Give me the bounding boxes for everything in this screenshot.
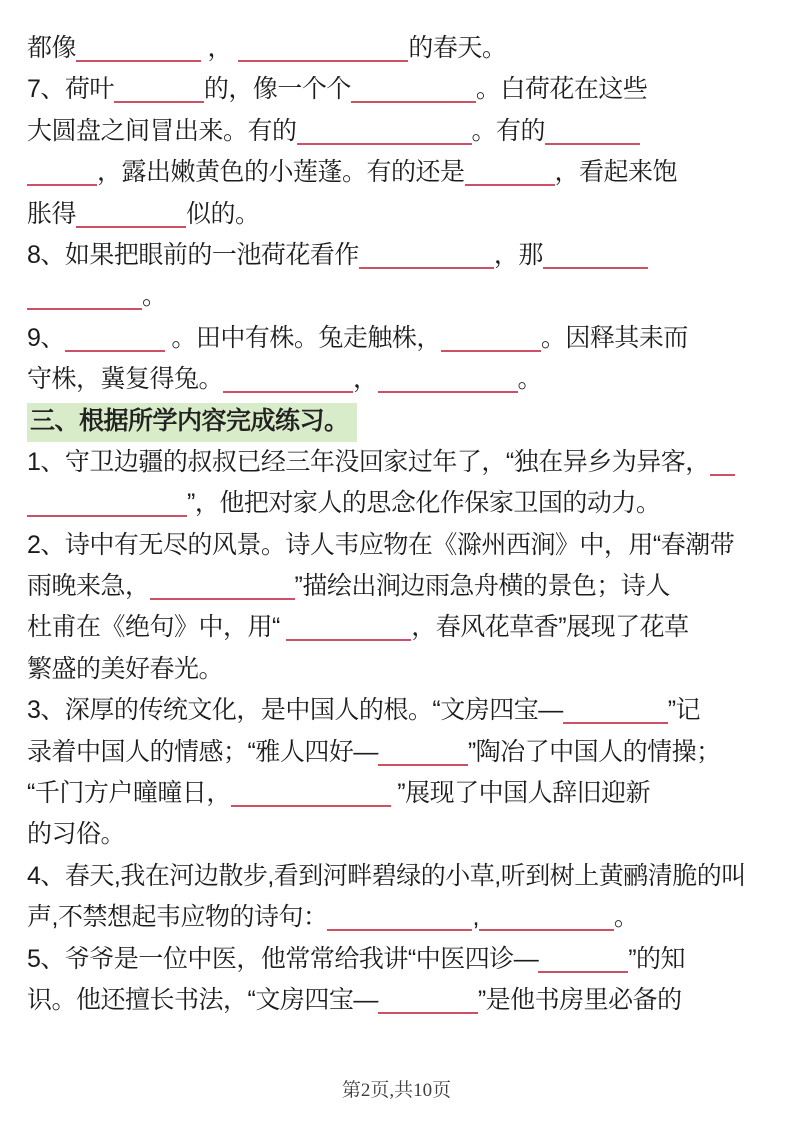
blank-underline xyxy=(441,325,541,352)
document-body xyxy=(27,28,773,1021)
text-run: ”记 xyxy=(667,696,701,725)
line-9a xyxy=(27,318,773,359)
section-header xyxy=(27,401,773,442)
text-run: 录着中国人的情感；“雅人四好— xyxy=(27,737,378,766)
blank-underline xyxy=(27,159,97,186)
text-run: ”，他把对家人的思念化作保家卫国的动力。 xyxy=(187,489,661,518)
line-3c xyxy=(27,773,773,814)
line-1b xyxy=(27,483,773,524)
line-4b xyxy=(27,897,773,938)
blank-underline xyxy=(378,739,468,766)
text-run: 3、深厚的传统文化，是中国人的根。“文房四宝— xyxy=(27,696,563,725)
blank-underline xyxy=(710,449,735,476)
blank-underline xyxy=(231,780,391,807)
blank-underline xyxy=(286,614,411,641)
text-run: 的习俗。 xyxy=(27,820,126,849)
text-run: 8、如果把眼前的一池荷花看作 xyxy=(27,240,359,269)
blank-underline xyxy=(76,35,201,62)
blank-underline xyxy=(297,118,472,145)
blank-underline xyxy=(359,242,494,269)
line-2c xyxy=(27,607,773,648)
blank-underline xyxy=(479,904,614,931)
text-run: ”陶冶了中国人的情操； xyxy=(467,737,721,766)
text-run: ， xyxy=(353,365,378,394)
line-7a xyxy=(27,69,773,110)
text-run: 7、荷叶 xyxy=(27,75,114,104)
blank-underline xyxy=(378,366,518,393)
text-run: ，春风花草香”展现了花草 xyxy=(411,613,689,642)
blank-underline xyxy=(351,76,476,103)
blank-underline xyxy=(114,76,204,103)
line-7d xyxy=(27,194,773,235)
text-run: , xyxy=(472,903,479,932)
text-run: 胀得 xyxy=(27,199,77,228)
text-run: 繁盛的美好春光。 xyxy=(27,654,224,683)
line-8a xyxy=(27,235,773,276)
blank-underline xyxy=(27,490,187,517)
blank-underline xyxy=(150,573,295,600)
text-run: 的春天。 xyxy=(408,34,507,62)
line-1a xyxy=(27,442,773,483)
blank-underline xyxy=(27,283,142,310)
line-5b xyxy=(27,980,773,1021)
line-3a xyxy=(27,690,773,731)
text-run: 。 xyxy=(142,282,167,311)
blank-underline xyxy=(543,242,648,269)
text-run: 杜甫在《绝句》中，用“ xyxy=(27,613,287,642)
text-run: 雨晚来急， xyxy=(27,572,150,601)
text-run: 。 xyxy=(613,903,639,932)
text-run: 。因释其耒而 xyxy=(540,323,688,352)
text-run: 。白荷花在这些 xyxy=(475,75,648,104)
text-run: ，看起来饱 xyxy=(554,158,678,187)
text-run: 。田中有株。兔走触株， xyxy=(164,323,441,352)
blank-underline xyxy=(223,366,353,393)
text-run: 大圆盘之间冒出来。有的 xyxy=(27,116,297,145)
line-3b xyxy=(27,732,773,773)
blank-underline xyxy=(538,946,628,973)
text-run: 守株，冀复得兔。 xyxy=(27,365,224,394)
text-run: ，露出嫩黄色的小莲蓬。有的还是 xyxy=(97,158,465,187)
text-run: 1、守卫边疆的叔叔已经三年没回家过年了，“独在异乡为异客， xyxy=(27,447,710,476)
line-7c xyxy=(27,152,773,193)
line-2a xyxy=(27,525,773,566)
text-run: ”的知 xyxy=(628,944,686,973)
page-number: 第2页,共10页 xyxy=(341,1080,452,1101)
text-run: 似的。 xyxy=(186,199,260,228)
text-run: 9、 xyxy=(27,323,65,352)
line-2d xyxy=(27,649,773,690)
text-run: 识。他还擅长书法，“文房四宝— xyxy=(27,985,378,1014)
text-run: “千门方户曈曈日， xyxy=(27,779,231,808)
line-3d xyxy=(27,814,773,855)
text-run: ，那 xyxy=(493,240,543,269)
text-run: ”是他书房里必备的 xyxy=(477,985,682,1014)
line-2b xyxy=(27,566,773,607)
line-7b xyxy=(27,111,773,152)
text-run: ”展现了中国人辞旧迎新 xyxy=(390,779,651,808)
blank-underline xyxy=(65,325,165,352)
line-8b xyxy=(27,276,773,317)
text-run: 声,不禁想起韦应物的诗句： xyxy=(27,903,328,932)
blank-underline xyxy=(545,118,640,145)
text-run: 都像 xyxy=(27,34,77,62)
line-4a xyxy=(27,856,773,897)
line-6b xyxy=(27,28,773,69)
text-run: 。有的 xyxy=(471,116,546,145)
text-run: ”描绘出涧边雨急舟横的景色；诗人 xyxy=(294,572,670,601)
blank-underline xyxy=(76,201,186,228)
blank-underline xyxy=(327,904,472,931)
blank-underline xyxy=(378,987,478,1014)
blank-underline xyxy=(238,35,408,62)
text-run: 4、春天,我在河边散步,看到河畔碧绿的小草,听到树上黄鹂清脆的叫 xyxy=(27,861,746,890)
text-run: 5、爷爷是一位中医，他常常给我讲“中医四诊— xyxy=(27,944,539,973)
text-run: ， xyxy=(201,34,239,62)
text-run: 。 xyxy=(517,365,543,394)
text-run: 三、根据所学内容完成练习。 xyxy=(27,403,357,442)
text-run: 2、诗中有无尽的风景。诗人韦应物在《滁州西涧》中，用“春潮带 xyxy=(27,530,735,559)
text-run: 的，像一个个 xyxy=(203,75,351,104)
line-5a xyxy=(27,939,773,980)
line-9b xyxy=(27,359,773,400)
blank-underline xyxy=(563,697,668,724)
blank-underline xyxy=(465,159,555,186)
